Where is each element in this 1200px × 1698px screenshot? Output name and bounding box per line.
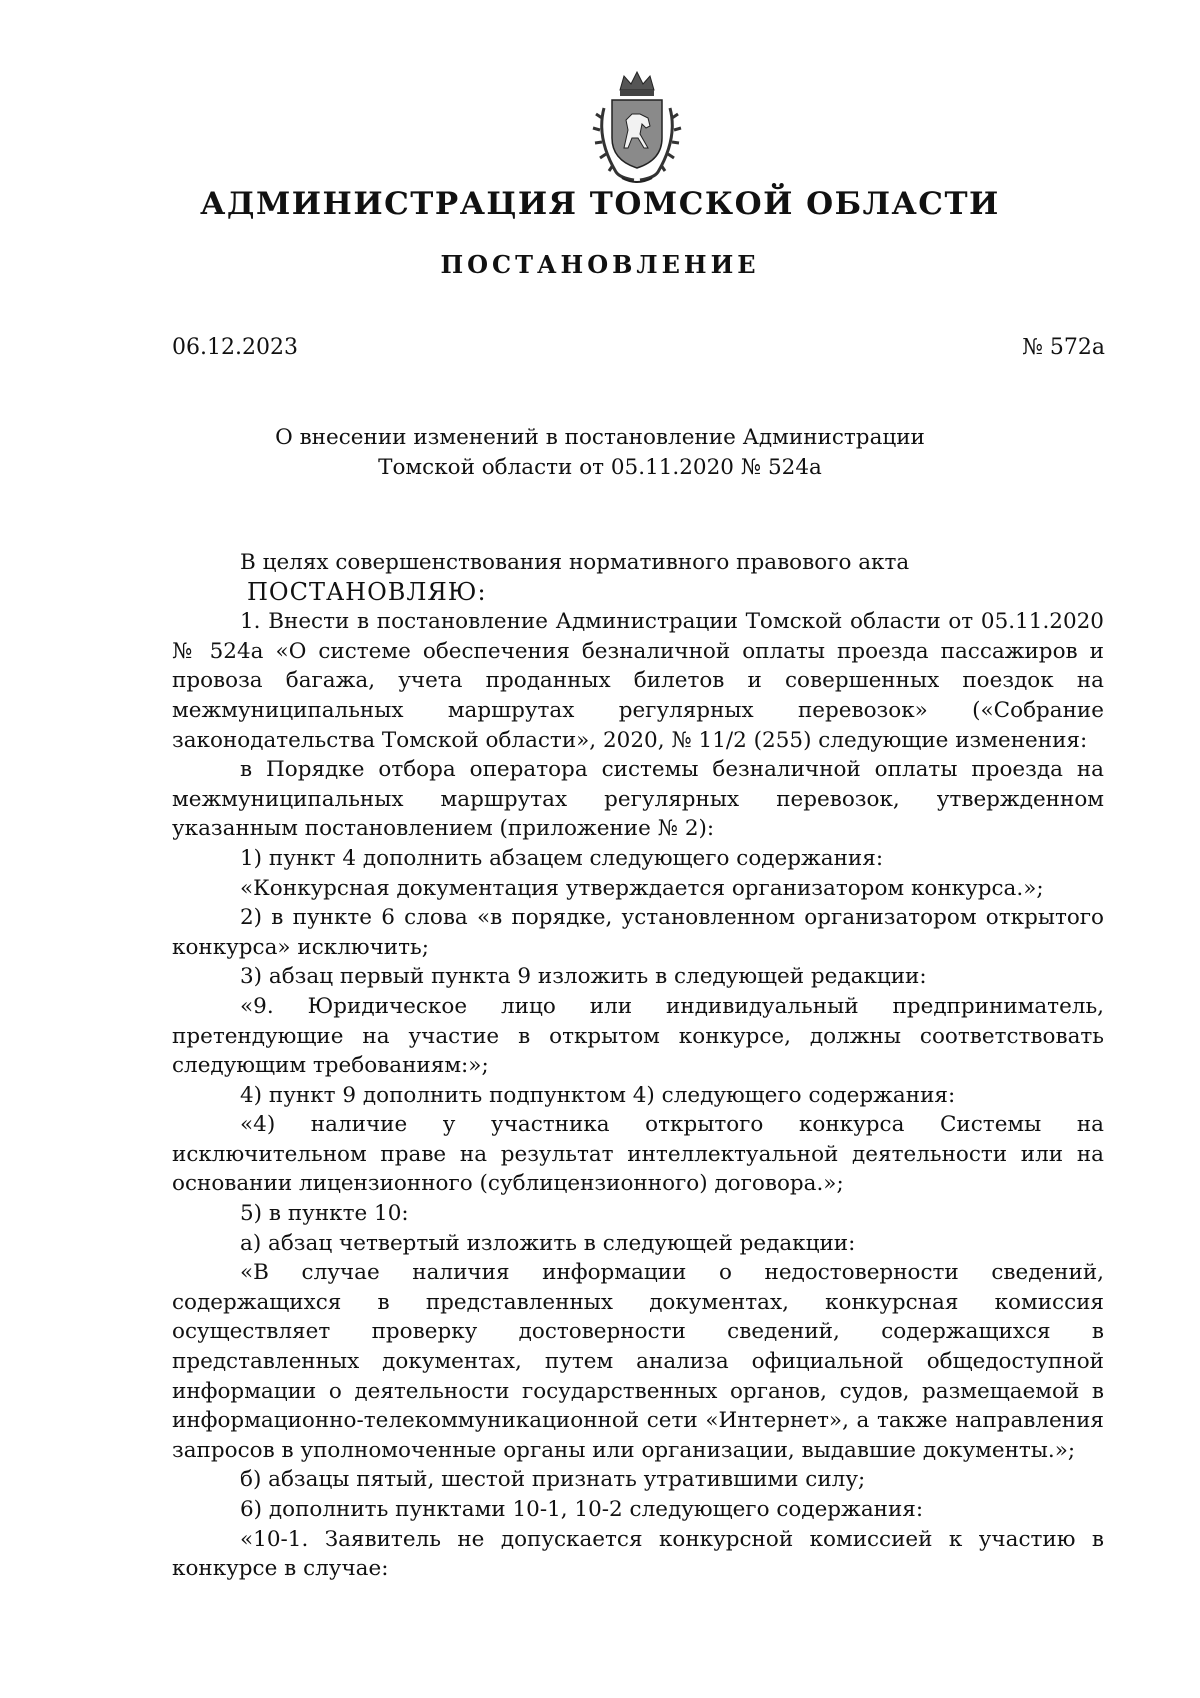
body-paragraph: в Порядке отбора оператора системы безналичной оплаты проезда на межмуниципальных маршрутах регулярных перевозок, утвержденном указанным постановлением (приложение № 2): — [172, 757, 1104, 842]
body-paragraph: 1) пункт 4 дополнить абзацем следующего содержания: — [240, 845, 884, 871]
body-paragraph: 4) пункт 9 дополнить подпунктом 4) следующего содержания: — [240, 1082, 956, 1108]
document-subject — [0, 423, 1200, 483]
body-paragraph: «10-1. Заявитель не допускается конкурсной комиссией к участию в конкурсе в случае: — [172, 1526, 1104, 1582]
body-paragraph: В целях совершенствования нормативного правового акта — [240, 550, 910, 575]
body-paragraph: 2) в пункте 6 слова «в порядке, установленном организатором открытого конкурса» исключить; — [172, 905, 1104, 960]
body-paragraph: «4) наличие у участника открытого конкурса Системы на исключительном праве на результат интеллектуальной деятельности или на основании лицензионного (сублицензионного) договора.»; — [172, 1112, 1104, 1197]
document-body — [172, 548, 1104, 1584]
body-paragraph: «Конкурсная документация утверждается организатором конкурса.»; — [240, 875, 1044, 901]
body-paragraph: 5) в пункте 10: — [240, 1201, 409, 1227]
body-paragraph: 3) абзац первый пункта 9 изложить в следующей редакции: — [240, 964, 927, 990]
body-paragraph: 6) дополнить пунктами 10-1, 10-2 следующего содержания: — [240, 1497, 924, 1522]
subject-line: Томской области от 05.11.2020 № 524а — [378, 455, 822, 480]
coat-of-arms-icon — [582, 68, 692, 188]
organization-title: АДМИНИСТРАЦИЯ ТОМСКОЙ ОБЛАСТИ — [200, 186, 1000, 222]
document-number: № 572а — [1022, 335, 1105, 360]
document-type-title: ПОСТАНОВЛЕНИЕ — [440, 250, 760, 279]
document-date: 06.12.2023 — [172, 335, 298, 360]
body-paragraph: 1. Внести в постановление Администрации Томской области от 05.11.2020 № 524а «О системе обеспечения безналичной оплаты проезда пассажиров и провоза багажа, учета проданных билетов и совершенных поездок на межмуниципальных маршрутах регулярных перевозок» («Собрание законодательства Томской области», 2020, № 11/2 (255) следующие изменения: — [172, 609, 1104, 753]
body-paragraph: а) абзац четвертый изложить в следующей редакции: — [240, 1230, 856, 1256]
body-paragraph: б) абзацы пятый, шестой признать утратившими силу; — [240, 1467, 866, 1493]
decree-word: ПОСТАНОВЛЯЮ: — [247, 577, 487, 606]
body-paragraph: «В случае наличия информации о недостоверности сведений, содержащихся в представленных документах, конкурсная комиссия осуществляет проверку достоверности сведений, содержащихся в представленных документах, путем анализа официальной общедоступной информации о деятельности государственных органов, судов, размещаемой в информационно-телекоммуникационной сети «Интернет», а также направления запросов в уполномоченные органы или организации, выдавшие документы.»; — [172, 1260, 1104, 1463]
subject-line: О внесении изменений в постановление Администрации — [275, 425, 925, 450]
body-paragraph: «9. Юридическое лицо или индивидуальный предприниматель, претендующие на участие в открытом конкурсе, должны соответствовать следующим требованиям:»; — [172, 993, 1104, 1079]
